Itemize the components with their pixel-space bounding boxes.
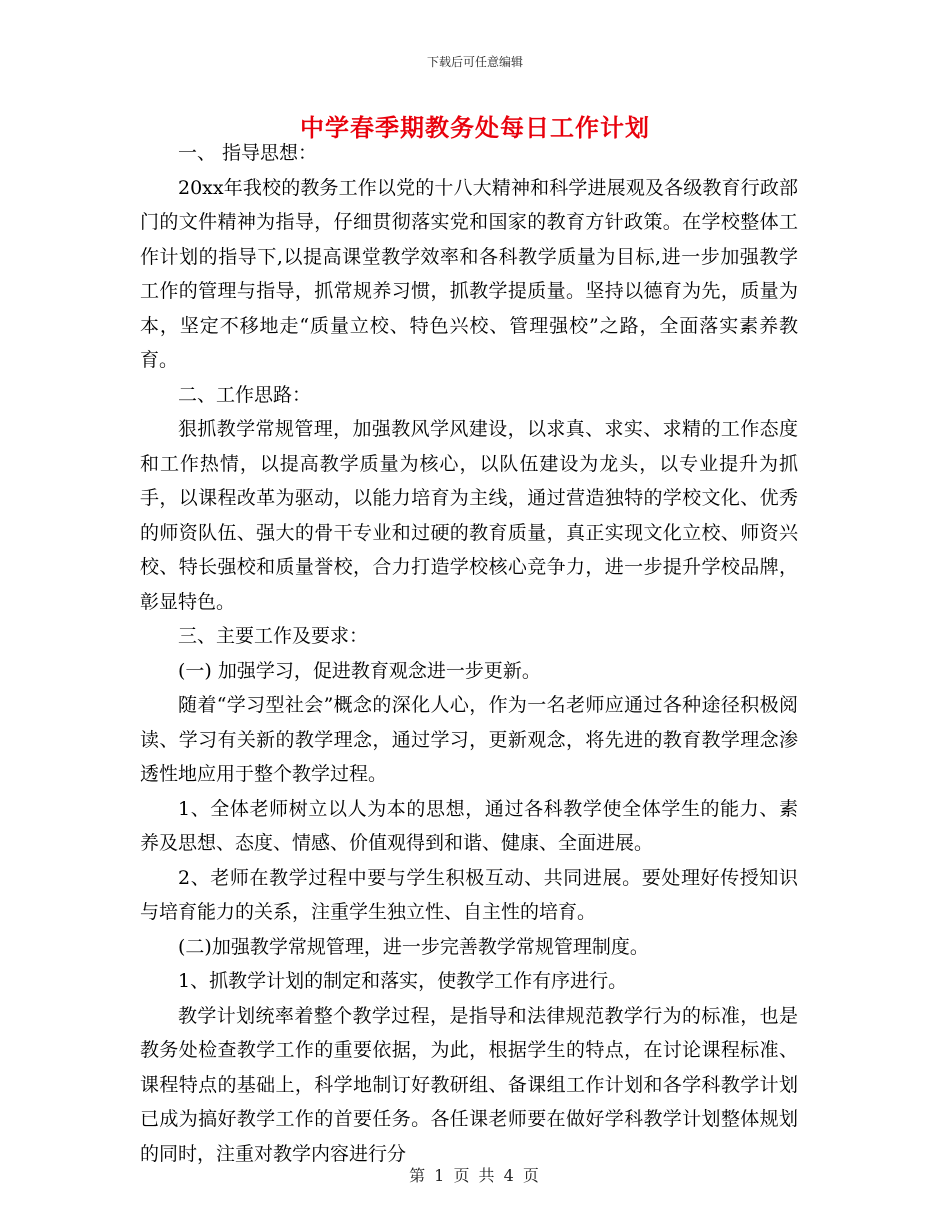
numbered-item: 2、老师在教学过程中要与学生积极互动、共同进展。要处理好传授知识与培育能力的关系，注重学生独立性、自主性的培育。: [140, 866, 798, 923]
header-note: 下载后可任意编辑: [426, 55, 523, 69]
subsection-heading: (一) 加强学习，促进教育观念进一步更新。: [178, 659, 541, 682]
section-heading-work-ideas: 二、工作思路：: [178, 383, 312, 406]
subsection-heading: (二)加强教学常规管理，进一步完善教学常规管理制度。: [178, 935, 649, 958]
body-paragraph: 狠抓教学常规管理，加强教风学风建设，以求真、求实、求精的工作态度和工作热情，以提高教学质量为核心，以队伍建设为龙头，以专业提升为抓手，以课程改革为驱动，以能力培育为主线，通过营造独特的学校文化、优秀的师资队伍、强大的骨干专业和过硬的教育质量，真正实现文化立校、师资兴校、特长强校和质量誉校，合力打造学校核心竞争力，进一步提升学校品牌，彰显特色。: [140, 418, 798, 613]
document-body: [140, 136, 798, 1171]
body-paragraph: 教学计划统率着整个教学过程，是指导和法律规范教学行为的标准，也是教务处检查教学工作的重要依据，为此，根据学生的特点，在讨论课程标准、课程特点的基础上，科学地制订好教研组、备课组工作计划和各学科教学计划已成为搞好教学工作的首要任务。各任课老师要在做好学科教学计划整体规划的同时，注重对教学内容进行分: [140, 1004, 798, 1165]
page-number-footer: 第 1 页 共 4 页: [409, 1166, 541, 1185]
body-paragraph: 随着“学习型社会”概念的深化人心，作为一名老师应通过各种途径积极阅读、学习有关新的教学理念，通过学习，更新观念，将先进的教育教学理念渗透性地应用于整个教学过程。: [140, 694, 798, 785]
numbered-item: 1、全体老师树立以人为本的思想，通过各科教学使全体学生的能力、素养及思想、态度、情感、价值观得到和谐、健康、全面进展。: [140, 797, 798, 854]
body-paragraph: 20xx年我校的教务工作以党的十八大精神和科学进展观及各级教育行政部门的文件精神为指导，仔细贯彻落实党和国家的教育方针政策。在学校整体工作计划的指导下,以提高课堂教学效率和各科教学质量为目标,进一步加强教学工作的管理与指导，抓常规养习惯，抓教学提质量。坚持以德育为先，质量为本，坚定不移地走“质量立校、特色兴校、管理强校”之路，全面落实素养教育。: [140, 176, 798, 371]
section-heading-guiding-ideology: 一、 指导思想：: [178, 142, 318, 164]
numbered-item: 1、抓教学计划的制定和落实，使教学工作有序进行。: [178, 970, 628, 992]
document-title: 中学春季期教务处每日工作计划: [300, 113, 650, 142]
section-heading-main-work: 三、主要工作及要求：: [178, 625, 369, 647]
